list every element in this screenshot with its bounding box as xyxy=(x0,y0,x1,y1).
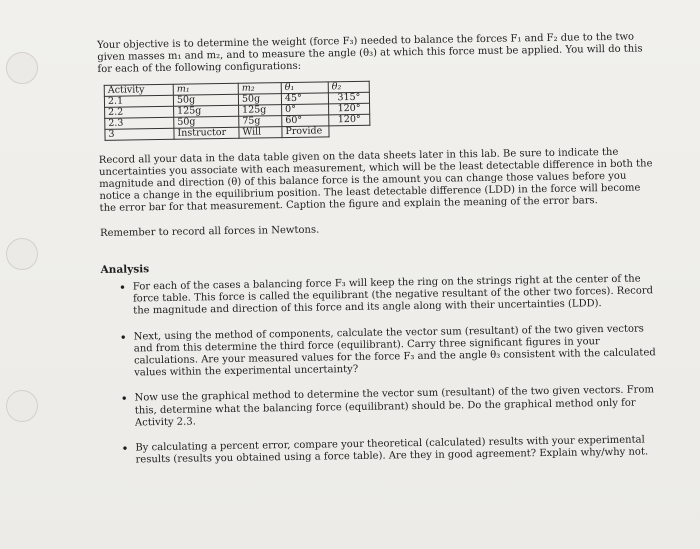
table-cell: Provide xyxy=(282,125,329,137)
col-header-activity: Activity xyxy=(104,84,173,96)
punch-hole-middle xyxy=(6,238,38,270)
document-content xyxy=(97,31,664,480)
table-cell: 2.1 xyxy=(104,95,173,107)
table-cell: 125g xyxy=(174,105,239,117)
col-header-theta1: θ₁ xyxy=(281,81,328,93)
intro-paragraph: Your objective is to determine the weight (force F₃) needed to balance the forces F₁ and F₂ due to the two given masses m₁ and m₂, and to measure the angle (θ₃) at which this force must be applied. You will do this for each of the following configurations: xyxy=(97,31,643,76)
remember-note: Remember to record all forces in Newtons. xyxy=(99,224,320,239)
punch-hole-top xyxy=(6,52,38,84)
table-cell: 2.2 xyxy=(105,106,174,118)
table-cell: 50g xyxy=(173,94,238,106)
table-cell: 60° xyxy=(282,114,329,126)
list-item: • Next, using the method of components, calculate the vector sum (resultant) of the two given vectors and from this determine the third force (equilibrant). Carry three significant figures in your calculations. Are your measured values for the force F₃ and the angle θ₃ consistent with the calculated values within the experimental uncertainty? xyxy=(120,323,663,380)
table-cell: 75g xyxy=(239,115,282,127)
record-paragraph: Record all your data in the data table given on the data sheets later in this lab. Be sure to indicate the uncertainties you associate with each measurement, which will be the least detectable difference in both the magnitude and direction (θ) of this balance force is the amount you can change those values before you notice a change in the equilibrium position. The least detectable difference (LDD) in the force will become the error bar for that measurement. Caption the figure and explain the meaning of the error bars. xyxy=(98,146,653,215)
table-cell: 3 xyxy=(105,128,174,140)
table-cell: 120° xyxy=(329,114,370,126)
table-cell: 2.3 xyxy=(105,117,174,129)
configuration-table xyxy=(104,80,371,140)
table-cell: 45° xyxy=(281,92,328,104)
col-header-m1: m₁ xyxy=(173,83,238,95)
table-cell: 50g xyxy=(238,93,281,105)
table-cell: 315° xyxy=(328,92,369,104)
analysis-heading: Analysis xyxy=(100,263,150,276)
table-cell xyxy=(329,125,370,137)
col-header-theta2: θ₂ xyxy=(328,81,369,93)
list-item: • Now use the graphical method to determine the vector sum (resultant) of the two given vectors. From this, determine what the balancing force (equilibrant) should be. Do the graphical method only for Activity 2.3. xyxy=(121,385,664,430)
list-item: • For each of the cases a balancing force F₃ will keep the ring on the strings right at the center of the force table. This force is called the equilibrant (the negative resultant of the other two forces). Record the magnitude and direction of this force and its angle along with their uncertainties (LDD). xyxy=(119,273,662,318)
punch-hole-bottom xyxy=(6,390,38,422)
table-cell: Will xyxy=(239,126,282,138)
table-cell: 50g xyxy=(174,116,239,128)
table-cell: 120° xyxy=(329,103,370,115)
col-header-m2: m₂ xyxy=(238,82,281,94)
table-cell: 125g xyxy=(239,104,282,116)
table-cell: Instructor xyxy=(174,127,239,139)
analysis-list xyxy=(101,273,664,467)
table-cell: 0° xyxy=(282,103,329,115)
list-item: • By calculating a percent error, compare your theoretical (calculated) results with your experimental results (results you obtained using a force table). Are they in good agreement? Explain why/why not. xyxy=(121,434,663,467)
